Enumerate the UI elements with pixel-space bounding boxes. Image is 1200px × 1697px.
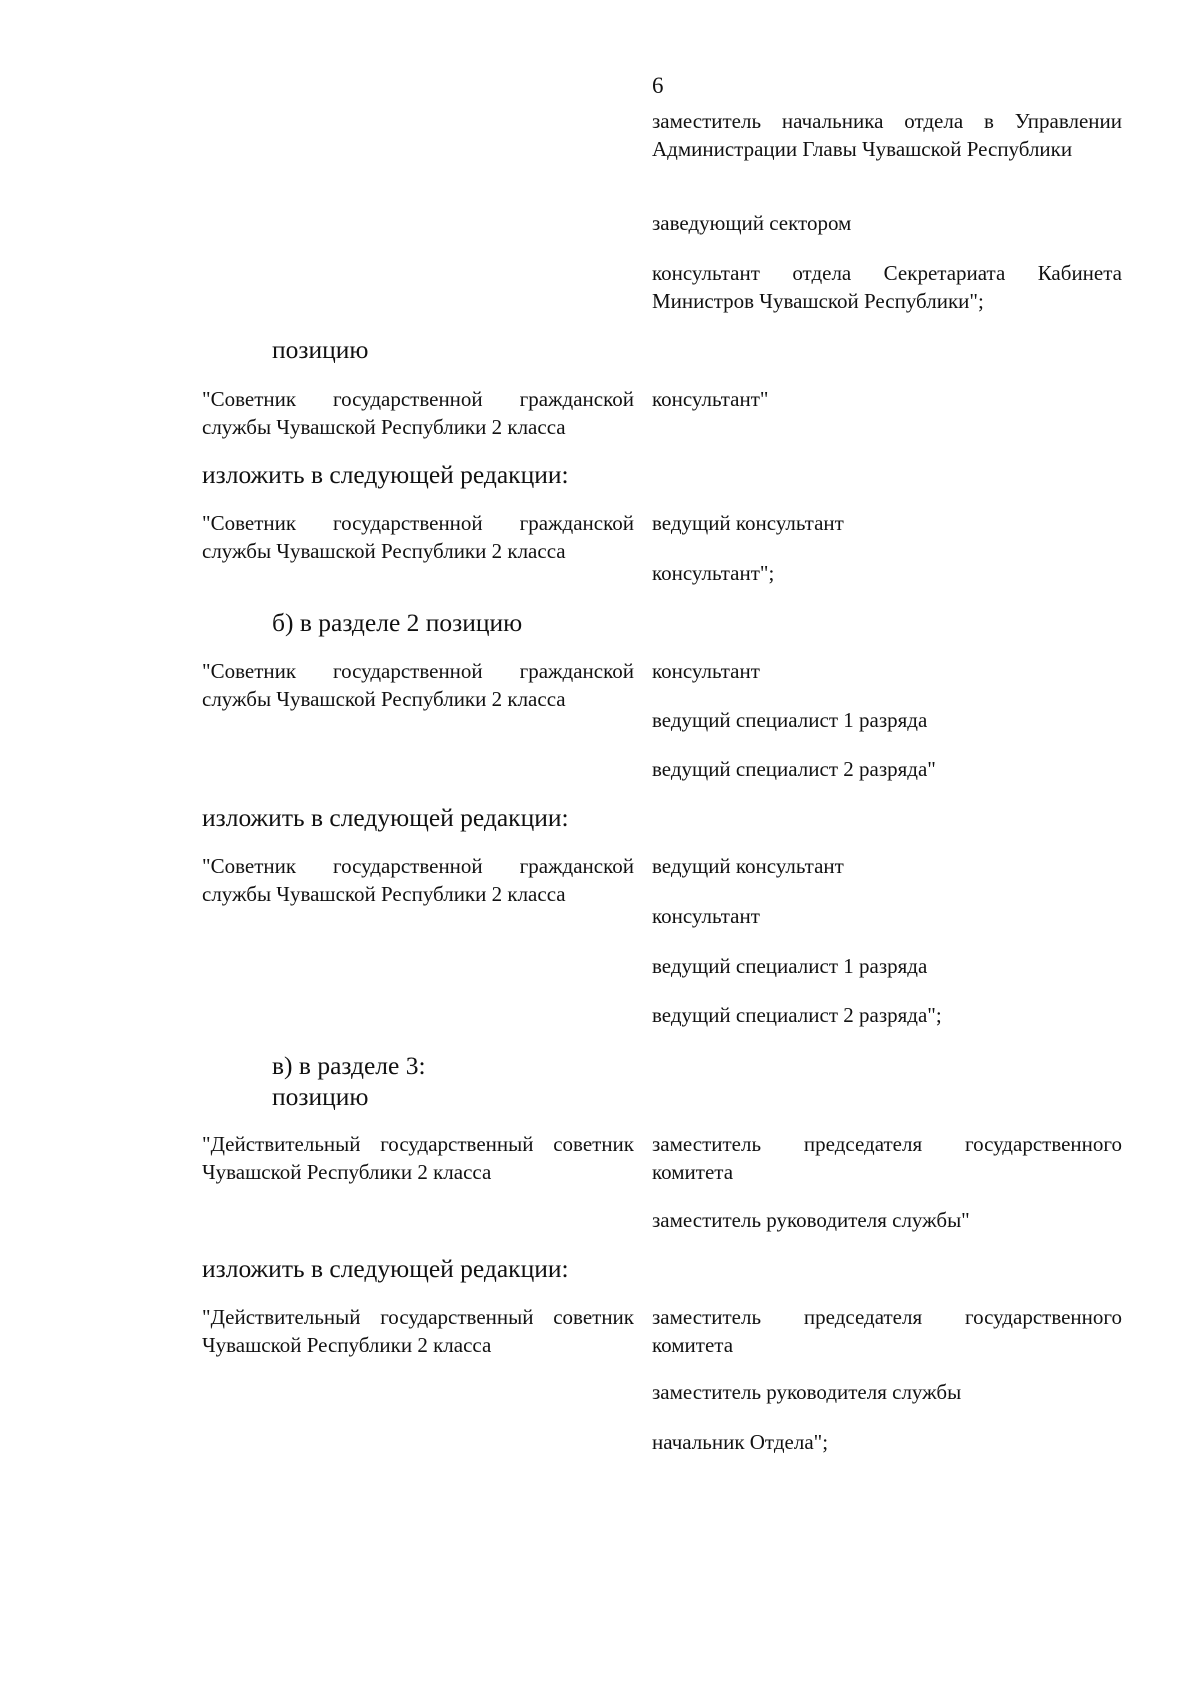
right-item: заместитель руководителя службы" [652,1208,970,1232]
section-heading: позицию [272,1082,369,1111]
right-item: консультант отдела Секретариата Кабинета Министров Чувашской Республики"; [652,261,1122,313]
right-item: консультант" [652,387,769,411]
right-item: консультант [652,659,760,683]
right-item: ведущий специалист 1 разряда [652,708,928,732]
right-item: заместитель председателя государственного комитета [652,1132,1122,1184]
left-rank: "Советник государственной гражданской службы Чувашской Республики 2 класса [202,854,634,906]
right-item: консультант [652,904,760,928]
right-item: консультант"; [652,561,775,585]
right-item: ведущий консультант [652,854,844,878]
right-item: заместитель руководителя службы [652,1380,962,1404]
right-item: ведущий специалист 2 разряда"; [652,1003,942,1027]
right-item: ведущий специалист 1 разряда [652,954,928,978]
page-number: 6 [652,73,664,98]
left-rank: "Советник государственной гражданской службы Чувашской Республики 2 класса [202,659,634,711]
left-rank: "Действительный государственный советник Чувашской Республики 2 класса [202,1305,634,1357]
right-item: начальник Отдела"; [652,1430,829,1454]
section-heading: изложить в следующей редакции: [202,803,569,832]
section-heading: изложить в следующей редакции: [202,460,569,489]
left-rank: "Советник государственной гражданской службы Чувашской Республики 2 класса [202,387,634,439]
right-item: ведущий консультант [652,511,844,535]
section-heading: изложить в следующей редакции: [202,1254,569,1283]
left-rank: "Действительный государственный советник Чувашской Республики 2 класса [202,1132,634,1184]
section-heading: позицию [272,335,369,364]
left-rank: "Советник государственной гражданской службы Чувашской Республики 2 класса [202,511,634,563]
right-item: заместитель начальника отдела в Управлении Администрации Главы Чувашской Республики [652,109,1122,161]
right-item: заместитель председателя государственного комитета [652,1305,1122,1357]
right-item: ведущий специалист 2 разряда" [652,757,936,781]
section-heading: б) в разделе 2 позицию [272,608,523,637]
section-heading: в) в разделе 3: [272,1051,426,1080]
right-item: заведующий сектором [652,211,852,235]
